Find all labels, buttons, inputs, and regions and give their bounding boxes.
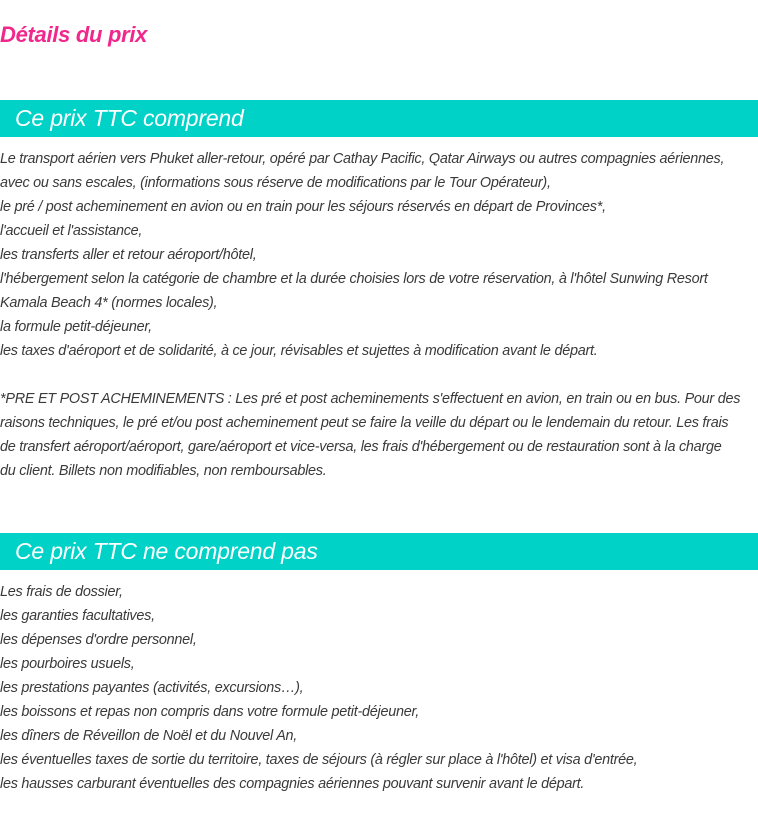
excludes-line: les dîners de Réveillon de Noël et du Nouvel An, (0, 728, 298, 744)
includes-list (0, 147, 752, 363)
note-line: raisons techniques, le pré et/ou post acheminement peut se faire la veille du départ ou le lendemain du retour. Les frais (0, 415, 729, 431)
includes-line: Le transport aérien vers Phuket aller-retour, opéré par Cathay Pacific, Qatar Airways ou autres compagnies aériennes, (0, 151, 725, 167)
excludes-line: les prestations payantes (activités, excursions…), (0, 680, 304, 696)
includes-line: l'hébergement selon la catégorie de chambre et la durée choisies lors de votre réservation, à l'hôtel Sunwing Resort (0, 271, 708, 287)
includes-line: les transferts aller et retour aéroport/hôtel, (0, 247, 257, 263)
acheminement-note (0, 387, 752, 483)
includes-line: l'accueil et l'assistance, (0, 223, 143, 239)
excludes-section-header (0, 533, 758, 570)
includes-line: la formule petit-déjeuner, (0, 319, 152, 335)
includes-heading: Ce prix TTC comprend (15, 105, 244, 131)
page-title: Détails du prix (0, 22, 148, 47)
excludes-line: les éventuelles taxes de sortie du territoire, taxes de séjours (à régler sur place à l'hôtel) et visa d'entrée, (0, 752, 638, 768)
includes-line: les taxes d'aéroport et de solidarité, à ce jour, révisables et sujettes à modification avant le départ. (0, 343, 598, 359)
excludes-line: les garanties facultatives, (0, 608, 155, 624)
excludes-line: les boissons et repas non compris dans votre formule petit-déjeuner, (0, 704, 419, 720)
excludes-line: Les frais de dossier, (0, 584, 123, 600)
excludes-line: les hausses carburant éventuelles des compagnies aériennes pouvant survenir avant le départ. (0, 776, 585, 792)
excludes-line: les pourboires usuels, (0, 656, 135, 672)
includes-line: Kamala Beach 4* (normes locales), (0, 295, 218, 311)
excludes-list (0, 580, 752, 796)
excludes-line: les dépenses d'ordre personnel, (0, 632, 197, 648)
includes-section-header (0, 100, 758, 137)
includes-line: avec ou sans escales, (informations sous réserve de modifications par le Tour Opérateur), (0, 175, 551, 191)
note-line: *PRE ET POST ACHEMINEMENTS : Les pré et post acheminements s'effectuent en avion, en train ou en bus. Pour des (0, 391, 741, 407)
excludes-heading: Ce prix TTC ne comprend pas (15, 538, 318, 564)
note-line: du client. Billets non modifiables, non remboursables. (0, 463, 327, 479)
includes-line: le pré / post acheminement en avion ou en train pour les séjours réservés en départ de Provinces*, (0, 199, 606, 215)
note-line: de transfert aéroport/aéroport, gare/aéroport et vice-versa, les frais d'hébergement ou de restauration sont à la charge (0, 439, 722, 455)
